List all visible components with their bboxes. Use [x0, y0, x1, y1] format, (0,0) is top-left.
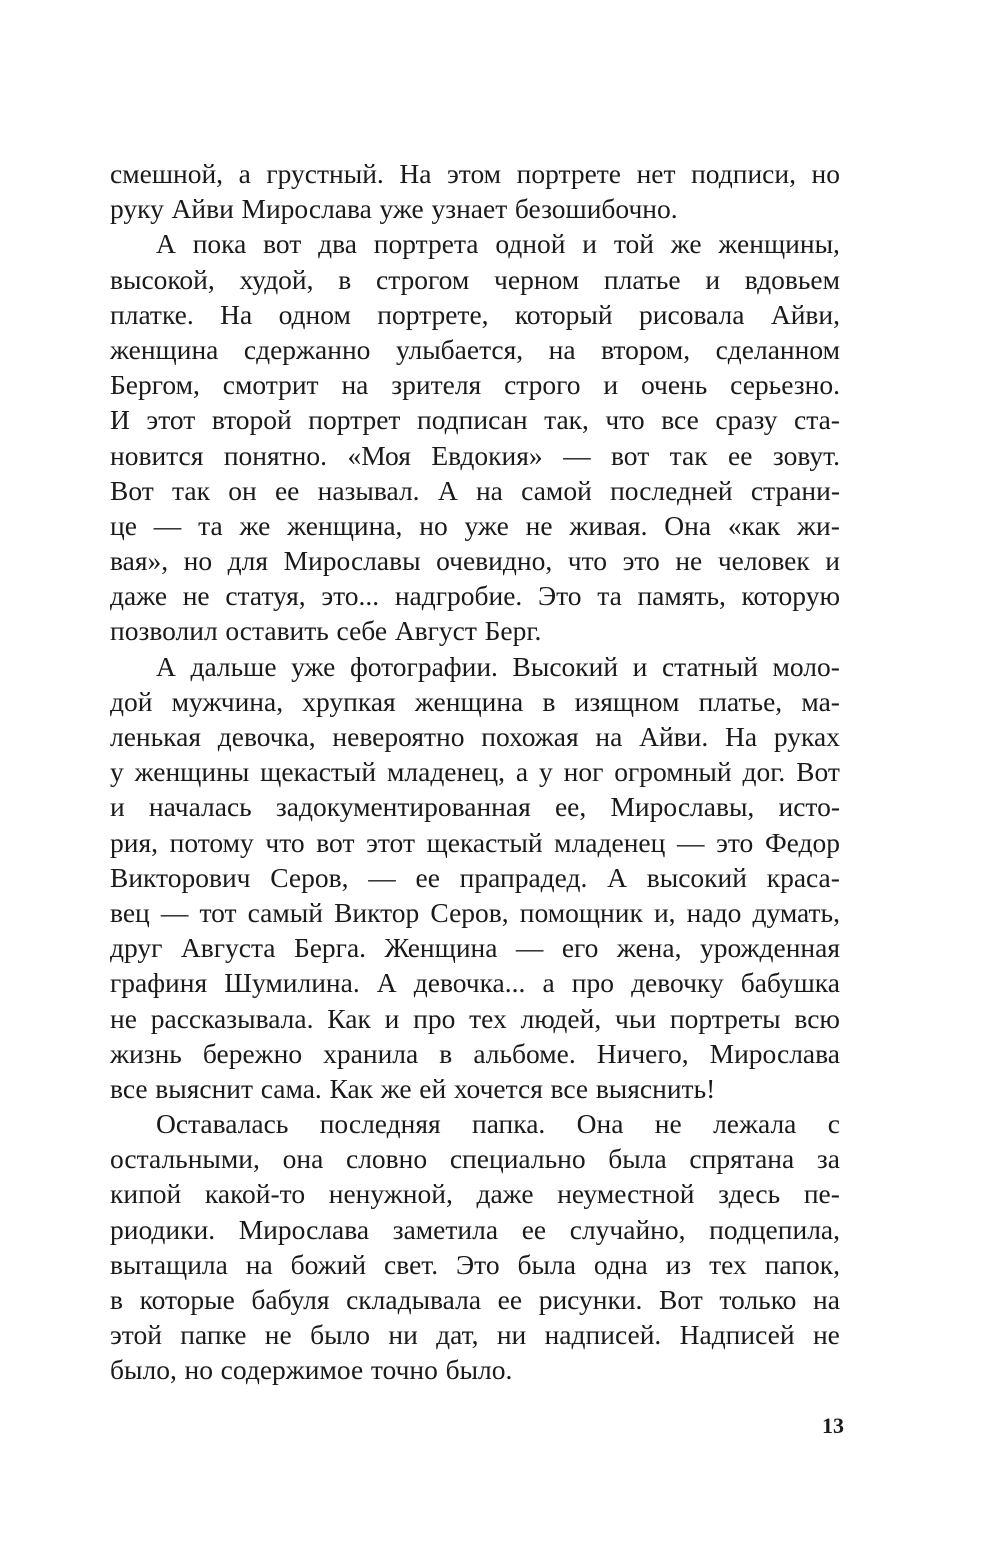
text-line: все выяснит сама. Как же ей хочется все выяснить!: [110, 1072, 716, 1104]
text-line: жизнь бережно хранила в альбоме. Ничего, Мирослава: [110, 1037, 840, 1069]
text-line: графиня Шумилина. А девочка... а про девочку бабушка: [110, 967, 840, 999]
page-body: [110, 156, 840, 1388]
text-line: це — та же женщина, но уже не живая. Она «как жи-: [110, 509, 840, 541]
text-line: ленькая девочка, невероятно похожая на Айви. На руках: [110, 721, 840, 752]
text-line: кипой какой-то ненужной, даже неуместной здесь пе-: [110, 1178, 840, 1210]
text-line: в которые бабуля складывала ее рисунки. Вот только на: [110, 1284, 840, 1315]
page-number: 13: [822, 1413, 844, 1438]
text-line: было, но содержимое точно было.: [110, 1354, 513, 1386]
text-line: позволил оставить себе Август Берг.: [110, 615, 542, 647]
text-line: Оставалась последняя папка. Она не лежала с: [156, 1108, 840, 1140]
text-line: И этот второй портрет подписан так, что все сразу ста-: [110, 404, 840, 436]
text-line: не рассказывала. Как и про тех людей, чьи портреты всю: [110, 1002, 840, 1034]
text-line: руку Айви Мирослава уже узнает безошибочно.: [110, 193, 678, 225]
text-line: женщина сдержанно улыбается, на втором, сделанном: [110, 333, 840, 365]
text-line: высокой, худой, в строгом черном платье и вдовьем: [110, 263, 840, 295]
text-line: А дальше уже фотографии. Высокий и статный моло-: [156, 650, 840, 682]
text-line: остальными, она словно специально была спрятана за: [110, 1143, 840, 1175]
text-line: Вот так он ее называл. А на самой последней страни-: [110, 474, 840, 506]
text-line: Бергом, смотрит на зрителя строго и очень серьезно.: [110, 369, 840, 401]
text-line: Викторович Серов, — ее прапрадед. А высокий краса-: [110, 861, 840, 893]
text-line: рия, потому что вот этот щекастый младенец — это Федор: [110, 826, 840, 858]
text-line: новится понятно. «Моя Евдокия» — вот так ее зовут.: [110, 439, 840, 471]
text-line: и началась задокументированная ее, Мирославы, исто-: [110, 791, 840, 823]
text-line: смешной, а грустный. На этом портрете нет подписи, но: [110, 158, 840, 189]
text-line: вец — тот самый Виктор Серов, помощник и, надо думать,: [110, 896, 840, 928]
text-line: этой папке не было ни дат, ни надписей. Надписей не: [110, 1319, 840, 1351]
text-line: у женщины щекастый младенец, а у ног огромный дог. Вот: [110, 756, 840, 788]
text-line: даже не статуя, это... надгробие. Это та память, которую: [110, 580, 840, 612]
text-line: вытащила на божий свет. Это была одна из тех папок,: [110, 1248, 840, 1280]
text-line: платке. На одном портрете, который рисовала Айви,: [110, 298, 840, 330]
text-line: друг Августа Берга. Женщина — его жена, урожденная: [110, 932, 840, 964]
text-line: риодики. Мирослава заметила ее случайно, подцепила,: [110, 1213, 840, 1245]
text-line: А пока вот два портрета одной и той же женщины,: [156, 228, 840, 260]
text-line: дой мужчина, хрупкая женщина в изящном платье, ма-: [110, 685, 840, 717]
text-line: вая», но для Мирославы очевидно, что это не человек и: [110, 545, 840, 577]
